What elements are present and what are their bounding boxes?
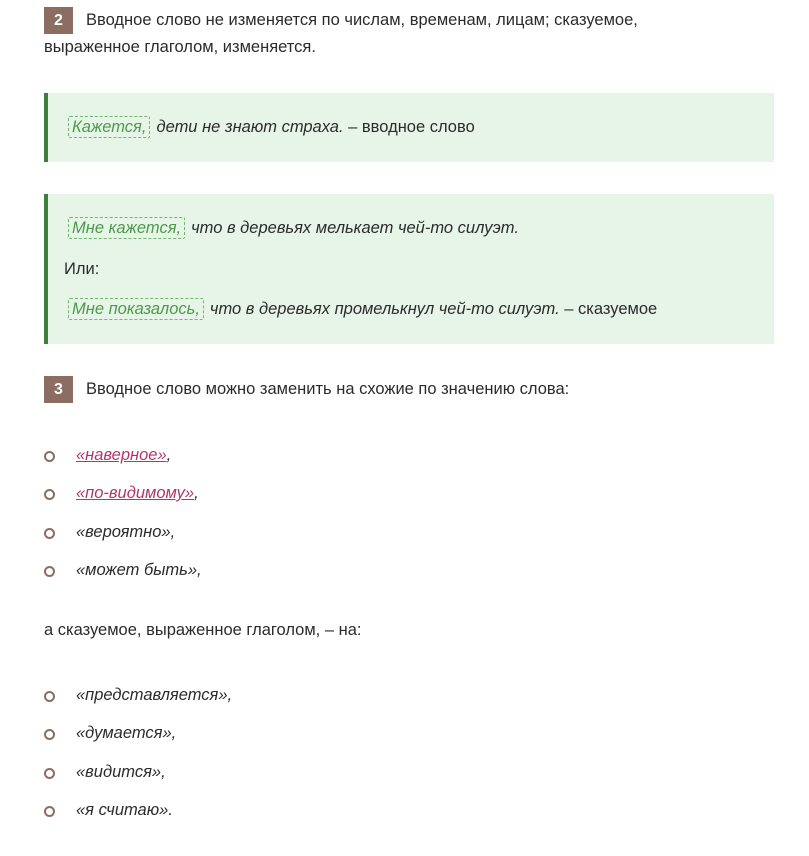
example-box-predicate: [44, 194, 774, 344]
section-number-badge: 2: [44, 7, 73, 34]
list-item-text: «думается»: [76, 724, 172, 742]
example-label: – вводное слово: [343, 118, 475, 136]
list-item-punct: ,: [171, 724, 177, 742]
bullet-icon: [44, 806, 55, 817]
example-sentence-2: [68, 297, 657, 321]
highlighted-word: Мне кажется,: [68, 217, 185, 239]
list-item: [76, 482, 199, 504]
list-item: [76, 684, 232, 706]
list-item-punct: ,: [170, 523, 176, 541]
list-item-text: «вероятно»: [76, 523, 171, 541]
list-item-punct: ,: [166, 446, 172, 464]
list-item: [76, 559, 202, 581]
bullet-icon: [44, 691, 55, 702]
example-label: – сказуемое: [559, 300, 658, 318]
list-item-punct: ,: [161, 763, 166, 781]
list-item: [76, 722, 176, 744]
list-item-punct: ,: [197, 561, 202, 579]
bullet-icon: [44, 451, 55, 462]
middle-paragraph: а сказуемое, выраженное глаголом, – на:: [44, 621, 362, 639]
bullet-icon: [44, 768, 55, 779]
highlighted-word: Кажется,: [68, 116, 150, 138]
list-item-punct: ,: [194, 484, 199, 502]
list-item-punct: ,: [227, 686, 233, 704]
bullet-icon: [44, 729, 55, 740]
highlighted-word: Мне показалось,: [68, 298, 204, 320]
list-item-text: «я считаю»: [76, 801, 169, 819]
section-number-badge: 3: [44, 376, 73, 403]
example-italic-text: что в деревьях мелькает чей-то силуэт.: [191, 219, 519, 237]
bullet-icon: [44, 566, 55, 577]
word-link[interactable]: «по-видимому»: [76, 484, 195, 502]
example-sentence-1: [68, 216, 519, 240]
example-sentence: [68, 115, 475, 139]
list-item-punct: .: [168, 801, 173, 819]
bullet-icon: [44, 489, 55, 500]
list-item: [76, 761, 166, 783]
word-link[interactable]: «наверное»: [76, 446, 167, 464]
example-italic-text: что в деревьях промелькнул чей-то силуэт.: [209, 300, 560, 318]
example-box-introductory: [44, 93, 774, 162]
section-2-text-line1: Вводное слово не изменяется по числам, временам, лицам; сказуемое,: [86, 11, 638, 29]
list-item-text: «может быть»: [76, 561, 197, 579]
list-item: [76, 799, 173, 821]
example-italic-text: дети не знают страха.: [156, 118, 344, 136]
or-label: Или:: [64, 260, 100, 278]
section-3-text: Вводное слово можно заменить на схожие по значению слова:: [86, 380, 570, 398]
list-item-text: «представляется»: [76, 686, 228, 704]
list-item-text: «видится»: [76, 763, 162, 781]
list-item: [76, 521, 175, 543]
bullet-icon: [44, 528, 55, 539]
list-item: [76, 444, 171, 466]
section-2-text-line2: выраженное глаголом, изменяется.: [44, 38, 316, 56]
